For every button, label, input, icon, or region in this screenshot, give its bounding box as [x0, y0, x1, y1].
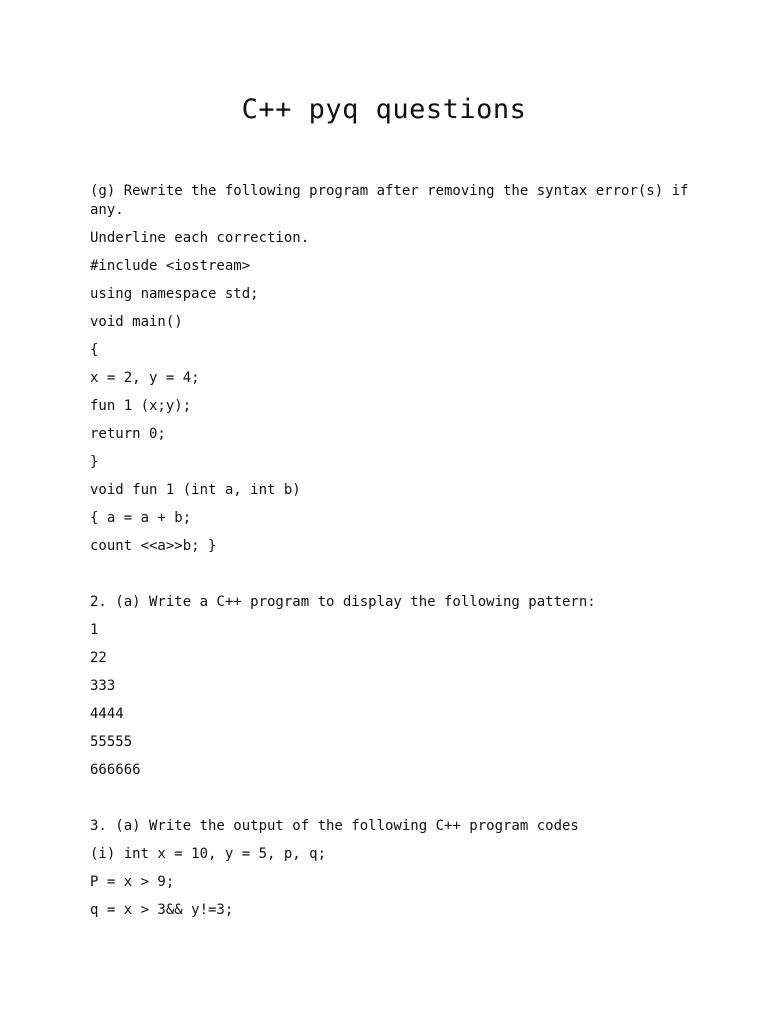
code-line: count <<a>>b; } [90, 538, 217, 554]
pattern-line: 1 [90, 622, 99, 638]
code-line: x = 2, y = 4; [90, 370, 200, 386]
code-line: q = x > 3&& y!=3; [90, 902, 234, 918]
pattern-line: 666666 [90, 762, 141, 778]
section-spacer [90, 565, 690, 593]
code-line: } [90, 454, 99, 470]
code-line: fun 1 (x;y); [90, 398, 192, 414]
code-line: { a = a + b; [90, 510, 192, 526]
question-3-prompt: 3. (a) Write the output of the following C++ program codes [90, 818, 579, 834]
question-g-prompt: (g) Rewrite the following program after removing the syntax error(s) if any. [90, 183, 697, 218]
code-line: return 0; [90, 426, 166, 442]
document-body [90, 182, 697, 929]
pattern-line: 4444 [90, 706, 124, 722]
code-line: P = x > 9; [90, 874, 175, 890]
code-line: { [90, 342, 99, 358]
pattern-line: 22 [90, 650, 107, 666]
code-line: #include <iostream> [90, 258, 251, 274]
question-g-instruction: Underline each correction. [90, 230, 310, 246]
section-spacer [90, 789, 690, 817]
code-line: void fun 1 (int a, int b) [90, 482, 301, 498]
code-line: (i) int x = 10, y = 5, p, q; [90, 846, 327, 862]
page-title: C++ pyq questions [241, 94, 527, 125]
pattern-line: 333 [90, 678, 116, 694]
code-line: using namespace std; [90, 286, 259, 302]
code-line: void main() [90, 314, 183, 330]
pattern-line: 55555 [90, 734, 133, 750]
question-2-prompt: 2. (a) Write a C++ program to display the following pattern: [90, 594, 596, 610]
